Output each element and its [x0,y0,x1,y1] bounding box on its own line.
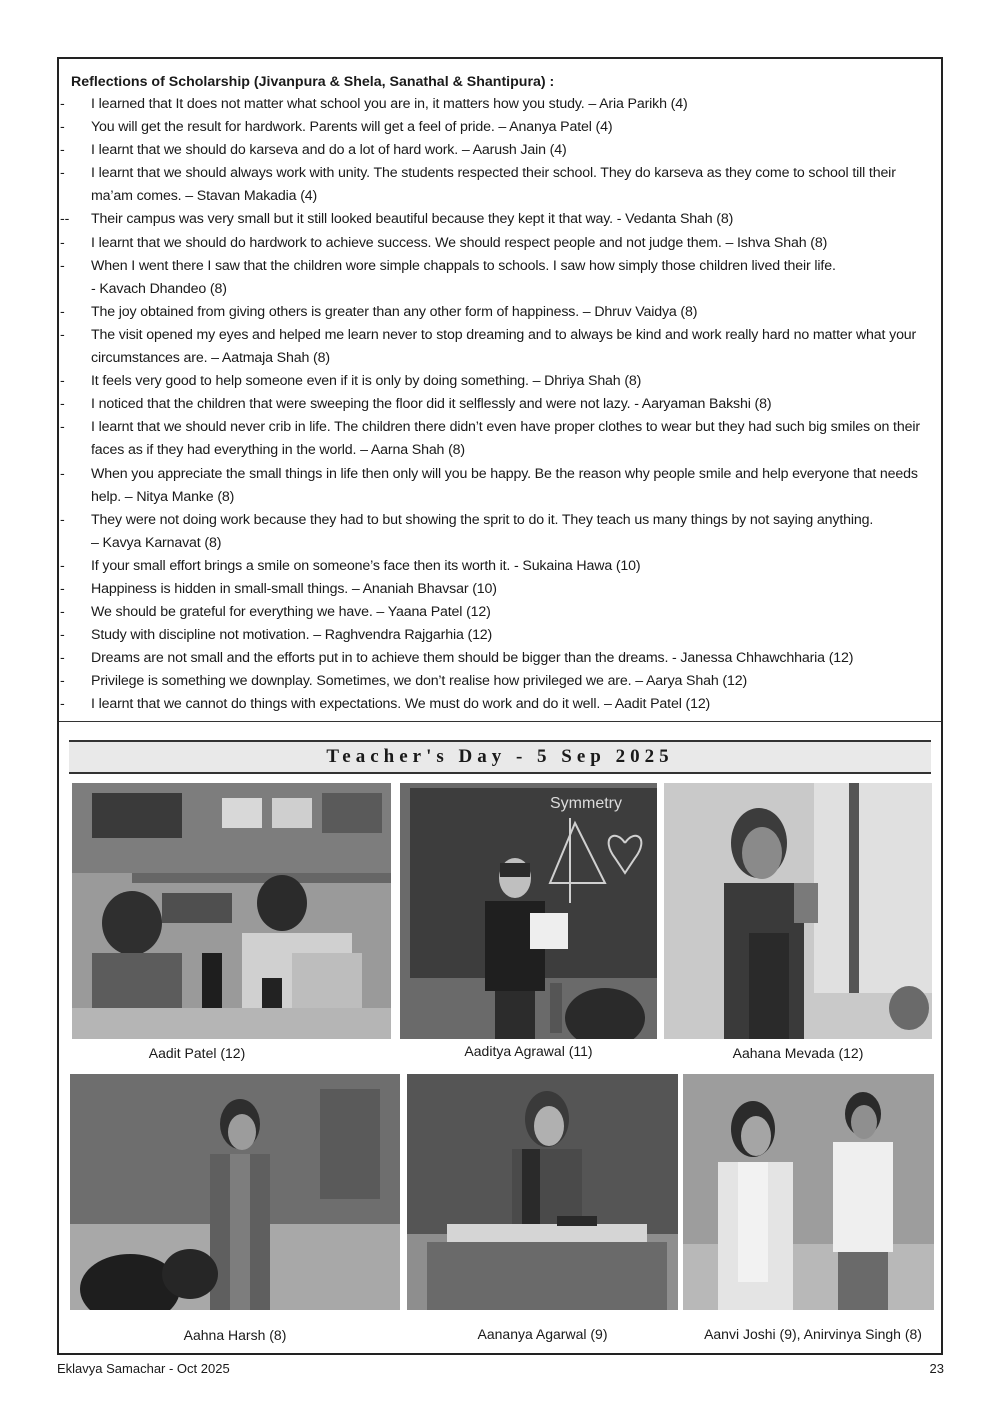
list-dash: - [60,326,65,343]
reflection-item [60,255,937,301]
reflection-text: The joy obtained from giving others is greater than any other form of happiness. – Dhruv Vaidya (8) [91,303,698,320]
reflection-text: I learnt that we cannot do things with expectations. We must do work and do it well. – Aadit Patel (12) [91,696,711,713]
reflection-text: I learnt that we should do karseva and do a lot of hard work. – Aarush Jain (4) [91,142,567,159]
photo-blackboard-symmetry [400,783,657,1039]
list-dash: - [60,580,65,597]
reflection-item [60,647,937,670]
list-dash: - [60,696,65,713]
list-dash: - [60,96,65,112]
reflection-text: I noticed that the children that were sweeping the floor did it selflessly and were not lazy. - Aaryaman Bakshi (8) [91,396,772,413]
reflection-text: Dreams are not small and the efforts put in to achieve them should be bigger than the dreams. - Janessa Chhawchharia (12) [91,650,854,667]
reflection-item [60,393,937,416]
photo-teacher-thumbs-up [664,783,932,1039]
reflection-item [60,139,937,162]
footer-publication: Eklavya Samachar - Oct 2025 [57,1361,230,1376]
reflection-text: We should be grateful for everything we have. – Yaana Patel (12) [91,604,491,621]
reflection-item [60,555,937,578]
reflection-item [60,301,937,324]
reflection-text: I learnt that we should do hardwork to achieve success. We should respect people and not judge them. – Ishva Shah (8) [91,234,828,251]
footer-page-number: 23 [929,1361,944,1376]
reflection-text: Study with discipline not motivation. – Raghvendra Rajgarhia (12) [91,627,493,644]
list-dash: -- [60,211,70,228]
list-dash: - [60,511,65,528]
reflection-item [60,624,937,647]
reflection-item [60,208,937,231]
reflection-text: I learnt that we should always work with unity. The students respected their school. They do karseva as they come to school till their ma’am comes. – Stavan Makadia (4) [91,165,896,205]
reflection-text: I learnt that we should never crib in life. The children there didn’t even have proper clothes to wear but they had such big smiles on their faces as if they had everything in the world. – Aarna Shah (8) [91,419,920,459]
reflection-text: Their campus was very small but it still looked beautiful because they kept it that way. - Vedanta Shah (8) [91,211,734,228]
reflection-text: You will get the result for hardwork. Parents will get a feel of pride. – Ananya Patel (4) [91,119,613,136]
list-dash: - [60,303,65,320]
reflection-text: When I went there I saw that the children wore simple chappals to schools. I saw how simply those children lived their life. [91,257,836,274]
page-frame [57,57,943,1355]
photo-classroom-students [72,783,391,1039]
reflection-item [60,416,937,462]
reflections-section [60,71,937,717]
caption-aadit-patel: Aadit Patel (12) [148,1045,246,1061]
caption-aanvi-joshi-anirvinya-singh: Aanvi Joshi (9), Anirvinya Singh (8) [704,1326,922,1342]
reflection-item [60,370,937,393]
reflection-text: Happiness is hidden in small-small things. – Ananiah Bhavsar (10) [91,580,497,597]
photo-teacher-smiling [407,1074,678,1310]
list-dash: - [60,465,65,482]
caption-aahana-mevada: Aahana Mevada (12) [732,1045,864,1061]
reflection-item [60,601,937,624]
list-dash: - [60,627,65,644]
reflection-item [60,162,937,208]
list-dash: - [60,604,65,621]
reflection-credit: - Kavach Dhandeo (8) [91,280,227,297]
list-dash: - [60,396,65,413]
reflection-text: The visit opened my eyes and helped me learn never to stop dreaming and to always be kind and work really hard no matter what your circumstances are. – Aatmaja Shah (8) [91,326,917,367]
reflection-item [60,93,937,116]
photo-teacher-at-board [70,1074,400,1310]
reflection-text: I learned that It does not matter what school you are in, it matters how you study. – Aria Parikh (4) [91,96,688,112]
reflections-title: Reflections of Scholarship (Jivanpura & Shela, Sanathal & Shantipura) : [71,74,555,90]
reflection-text: They were not doing work because they had to but showing the sprit to do it. They teach us many things by not saying anything. [91,511,874,528]
caption-aananya-agarwal: Aananya Agarwal (9) [477,1326,608,1342]
board-text: Symmetry [550,795,622,812]
list-dash: - [60,673,65,690]
reflection-item [60,670,937,693]
list-dash: - [60,119,65,136]
reflection-item [60,578,937,601]
list-dash: - [60,257,65,274]
list-dash: - [60,165,65,182]
list-dash: - [60,234,65,251]
reflections-list [60,93,937,717]
list-dash: - [60,650,65,667]
list-dash: - [60,142,65,159]
reflection-item [60,324,937,370]
caption-aahna-harsh: Aahna Harsh (8) [183,1327,287,1343]
photo-two-students [683,1074,934,1310]
reflection-text: Privilege is something we downplay. Sometimes, we don’t realise how privileged we are. – Aarya Shah (12) [91,673,748,690]
reflection-item [60,509,937,555]
section-divider [59,721,941,722]
reflection-credit: – Kavya Karnavat (8) [91,534,222,551]
reflection-text: It feels very good to help someone even if it is only by doing something. – Dhriya Shah (8) [91,373,642,390]
reflection-item [60,693,937,716]
reflection-text: If your small effort brings a smile on someone’s face then its worth it. - Sukaina Hawa (10) [91,557,641,574]
reflection-item [60,232,937,255]
list-dash: - [60,557,65,574]
teachers-day-heading: Teacher's Day - 5 Sep 2025 [69,740,931,774]
reflection-item [60,463,937,509]
list-dash: - [60,373,65,390]
reflection-item [60,116,937,139]
caption-aaditya-agrawal: Aaditya Agrawal (11) [464,1043,593,1059]
reflection-text: When you appreciate the small things in life then only will you be happy. Be the reason why people smile and help everyone that needs help. – Nitya Manke (8) [91,465,918,505]
list-dash: - [60,419,65,436]
